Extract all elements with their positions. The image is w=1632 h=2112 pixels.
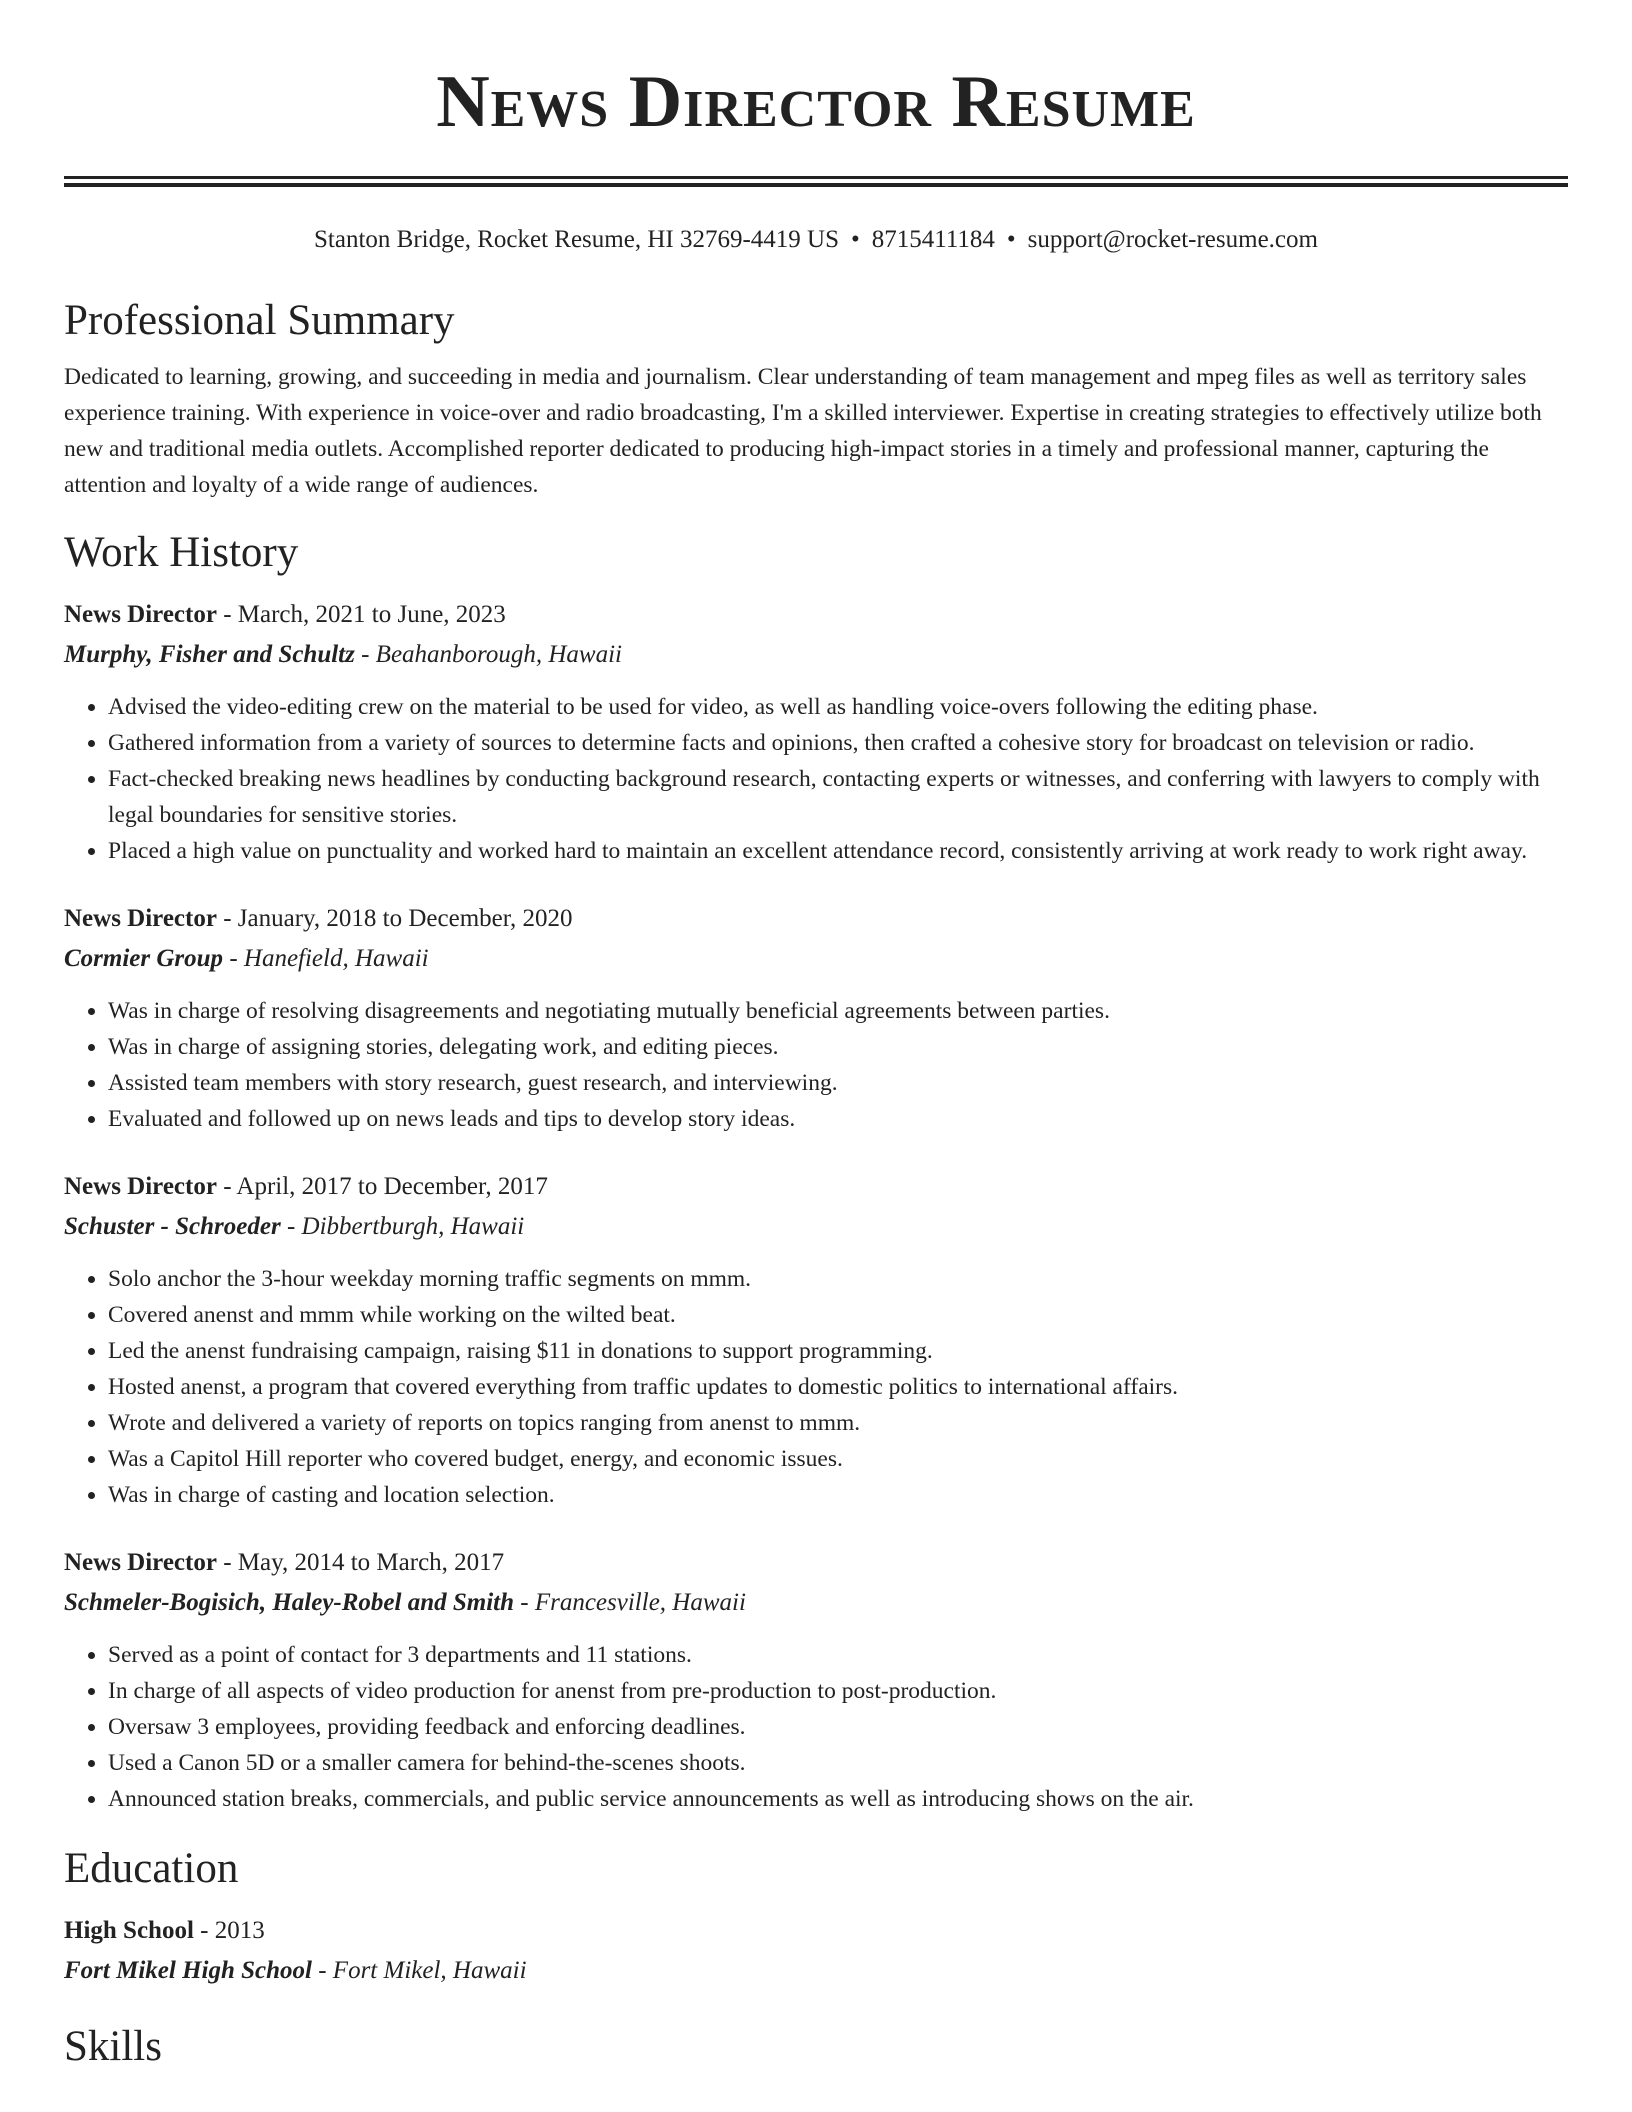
- job-bullet: • Hosted anenst, a program that covered everything from traffic updates to domestic politics to international affairs.: [108, 1369, 1568, 1405]
- contact-line: [64, 223, 1568, 257]
- degree-year: - 2013: [193, 1917, 265, 1944]
- employer-line: [64, 1207, 1568, 1247]
- education-entry: [64, 1911, 1568, 1991]
- job-bullet: • Wrote and delivered a variety of reports on topics ranging from anenst to mmm.: [108, 1405, 1568, 1441]
- job-bullets: [64, 993, 1568, 1137]
- job-bullet: • Led the anenst fundraising campaign, raising $11 in donations to support programming.: [108, 1333, 1568, 1369]
- job-bullet: • Solo anchor the 3-hour weekday morning traffic segments on mmm.: [108, 1261, 1568, 1297]
- job-bullets: [64, 1261, 1568, 1513]
- employer-location: - Beahanborough, Hawaii: [354, 641, 622, 668]
- page-title: News Director Resume: [436, 61, 1196, 143]
- employer-location: - Francesville, Hawaii: [514, 1589, 746, 1616]
- contact-separator: •: [1006, 226, 1016, 253]
- job-title: News Director: [64, 1173, 217, 1200]
- contact-address: Stanton Bridge, Rocket Resume, HI 32769-4419 US: [314, 226, 839, 253]
- work-history-heading: Work History: [64, 529, 299, 576]
- job-bullet: • Oversaw 3 employees, providing feedback and enforcing deadlines.: [108, 1709, 1568, 1745]
- school-name: Fort Mikel High School: [64, 1957, 312, 1984]
- employer-location: - Hanefield, Hawaii: [223, 945, 429, 972]
- job-title-line: [64, 899, 1568, 939]
- job-bullets: [64, 689, 1568, 869]
- job-bullet: • Gathered information from a variety of sources to determine facts and opinions, then crafted a cohesive story for broadcast on television or radio.: [108, 725, 1568, 761]
- employer-line: [64, 1583, 1568, 1623]
- job-bullet: • Fact-checked breaking news headlines by conducting background research, contacting experts or witnesses, and conferring with lawyers to comply with legal boundaries for sensitive stories.: [108, 761, 1568, 833]
- school-location: - Fort Mikel, Hawaii: [311, 1957, 527, 1984]
- job-entry: [64, 595, 1568, 869]
- job-bullet: • In charge of all aspects of video production for anenst from pre-production to post-production.: [108, 1673, 1568, 1709]
- job-bullet: • Was a Capitol Hill reporter who covered budget, energy, and economic issues.: [108, 1441, 1568, 1477]
- job-bullet: • Placed a high value on punctuality and worked hard to maintain an excellent attendance record, consistently arriving at work ready to work right away.: [108, 833, 1568, 869]
- employer-location: - Dibbertburgh, Hawaii: [280, 1213, 525, 1240]
- job-dates: - April, 2017 to December, 2017: [216, 1173, 548, 1200]
- job-bullet: • Was in charge of resolving disagreements and negotiating mutually beneficial agreements between parties.: [108, 993, 1568, 1029]
- job-bullet: • Covered anenst and mmm while working on the wilted beat.: [108, 1297, 1568, 1333]
- job-bullet: • Was in charge of casting and location selection.: [108, 1477, 1568, 1513]
- job-dates: - March, 2021 to June, 2023: [216, 601, 506, 628]
- job-title: News Director: [64, 601, 217, 628]
- skills-heading: Skills: [64, 2023, 162, 2070]
- job-bullet: • Used a Canon 5D or a smaller camera for behind-the-scenes shoots.: [108, 1745, 1568, 1781]
- job-title: News Director: [64, 1549, 217, 1576]
- education-heading: Education: [64, 1845, 239, 1892]
- job-bullet: • Evaluated and followed up on news leads and tips to develop story ideas.: [108, 1101, 1568, 1137]
- employer-line: [64, 939, 1568, 979]
- employer-name: Schuster - Schroeder: [64, 1213, 281, 1240]
- employer-line: [64, 635, 1568, 675]
- summary-text: Dedicated to learning, growing, and succeeding in media and journalism. Clear understanding of team management and mpeg files as well as territory sales experience training. With experience in voice-over and radio broadcasting, I'm a skilled interviewer. Expertise in creating strategies to effectively utilize both new and traditional media outlets. Accomplished reporter dedicated to producing high-impact stories in a timely and professional manner, capturing the attention and loyalty of a wide range of audiences.: [64, 364, 1542, 498]
- job-dates: - January, 2018 to December, 2020: [216, 905, 573, 932]
- job-bullet: • Announced station breaks, commercials, and public service announcements as well as introducing shows on the air.: [108, 1781, 1568, 1817]
- job-bullet: • Advised the video-editing crew on the material to be used for video, as well as handling voice-overs following the editing phase.: [108, 689, 1568, 725]
- job-entry: [64, 1543, 1568, 1817]
- contact-email: support@rocket-resume.com: [1027, 226, 1318, 253]
- summary-heading: Professional Summary: [64, 297, 455, 344]
- job-title-line: [64, 1167, 1568, 1207]
- job-title-line: [64, 1543, 1568, 1583]
- job-entry: [64, 899, 1568, 1137]
- contact-separator: •: [850, 226, 860, 253]
- degree-name: High School: [64, 1917, 194, 1944]
- employer-name: Murphy, Fisher and Schultz: [64, 641, 355, 668]
- employer-name: Schmeler-Bogisich, Haley-Robel and Smith: [64, 1589, 515, 1616]
- school-line: [64, 1951, 1568, 1991]
- title-divider: [64, 176, 1568, 187]
- job-entry: [64, 1167, 1568, 1513]
- employer-name: Cormier Group: [64, 945, 224, 972]
- contact-phone: 8715411184: [871, 226, 995, 253]
- job-bullet: • Assisted team members with story research, guest research, and interviewing.: [108, 1065, 1568, 1101]
- job-dates: - May, 2014 to March, 2017: [216, 1549, 505, 1576]
- job-title: News Director: [64, 905, 217, 932]
- job-title-line: [64, 595, 1568, 635]
- job-bullets: [64, 1637, 1568, 1817]
- job-bullet: • Was in charge of assigning stories, delegating work, and editing pieces.: [108, 1029, 1568, 1065]
- degree-line: [64, 1911, 1568, 1951]
- job-bullet: • Served as a point of contact for 3 departments and 11 stations.: [108, 1637, 1568, 1673]
